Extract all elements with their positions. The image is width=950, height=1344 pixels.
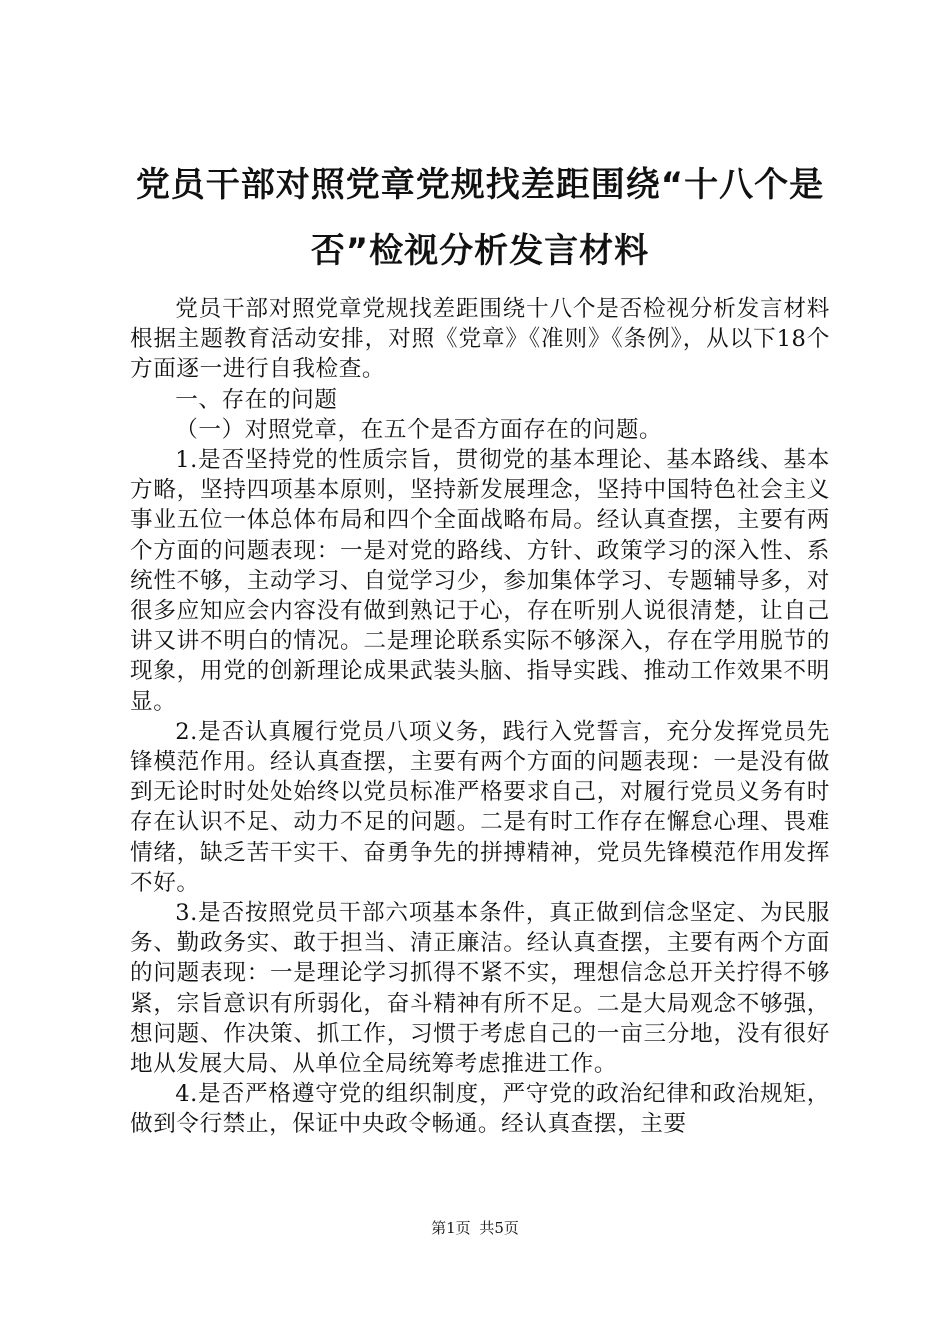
body-paragraph-3: 3.是否按照党员干部六项基本条件，真正做到信念坚定、为民服务、勤政务实、敢于担当、清正廉洁。经认真查摆，主要有两个方面的问题表现：一是理论学习抓得不紧不实，理想信念总开关拧得不够紧，宗旨意识有所弱化，奋斗精神有所不足。二是大局观念不够强，想问题、作决策、抓工作，习惯于考虑自己的一亩三分地，没有很好地从发展大局、从单位全局统筹考虑推进工作。 <box>130 900 830 1078</box>
section-heading: 一、存在的问题 <box>175 386 338 413</box>
page-number-footer: 第1页 共5页 <box>431 1219 519 1237</box>
body-paragraph-2: 2.是否认真履行党员八项义务，践行入党誓言，充分发挥党员先锋模范作用。经认真查摆，主要有两个方面的问题表现：一是没有做到无论时时处处始终以党员标准严格要求自己，对履行党员义务有时存在认识不足、动力不足的问题。二是有时工作存在懈怠心理、畏难情绪，缺乏苦干实干、奋勇争先的拼搏精神，党员先锋模范作用发挥不好。 <box>130 718 830 896</box>
body-paragraph-1: 1.是否坚持党的性质宗旨，贯彻党的基本理论、基本路线、基本方略，坚持四项基本原则，坚持新发展理念，坚持中国特色社会主义事业五位一体总体布局和四个全面战略布局。经认真查摆，主要有两个方面的问题表现：一是对党的路线、方针、政策学习的深入性、系统性不够，主动学习、自觉学习少，参加集体学习、专题辅导多，对很多应知应会内容没有做到熟记于心，存在听别人说很清楚，让自己讲又讲不明白的情况。二是理论联系实际不够深入，存在学用脱节的现象，用党的创新理论成果武装头脑、指导实践、推动工作效果不明显。 <box>130 447 830 715</box>
body-paragraph-4: 4.是否严格遵守党的组织制度，严守党的政治纪律和政治规矩，做到令行禁止，保证中央政令畅通。经认真查摆，主要 <box>130 1081 830 1138</box>
subsection-heading: （一）对照党章，在五个是否方面存在的问题。 <box>175 416 663 443</box>
document-title: 党员干部对照党章党规找差距围绕“十八个是否”检视分析发言材料 <box>135 165 825 271</box>
intro-paragraph: 党员干部对照党章党规找差距围绕十八个是否检视分析发言材料根据主题教育活动安排，对照《党章》《准则》《条例》，从以下18个方面逐一进行自我检查。 <box>130 296 830 383</box>
document-body <box>130 294 830 1140</box>
